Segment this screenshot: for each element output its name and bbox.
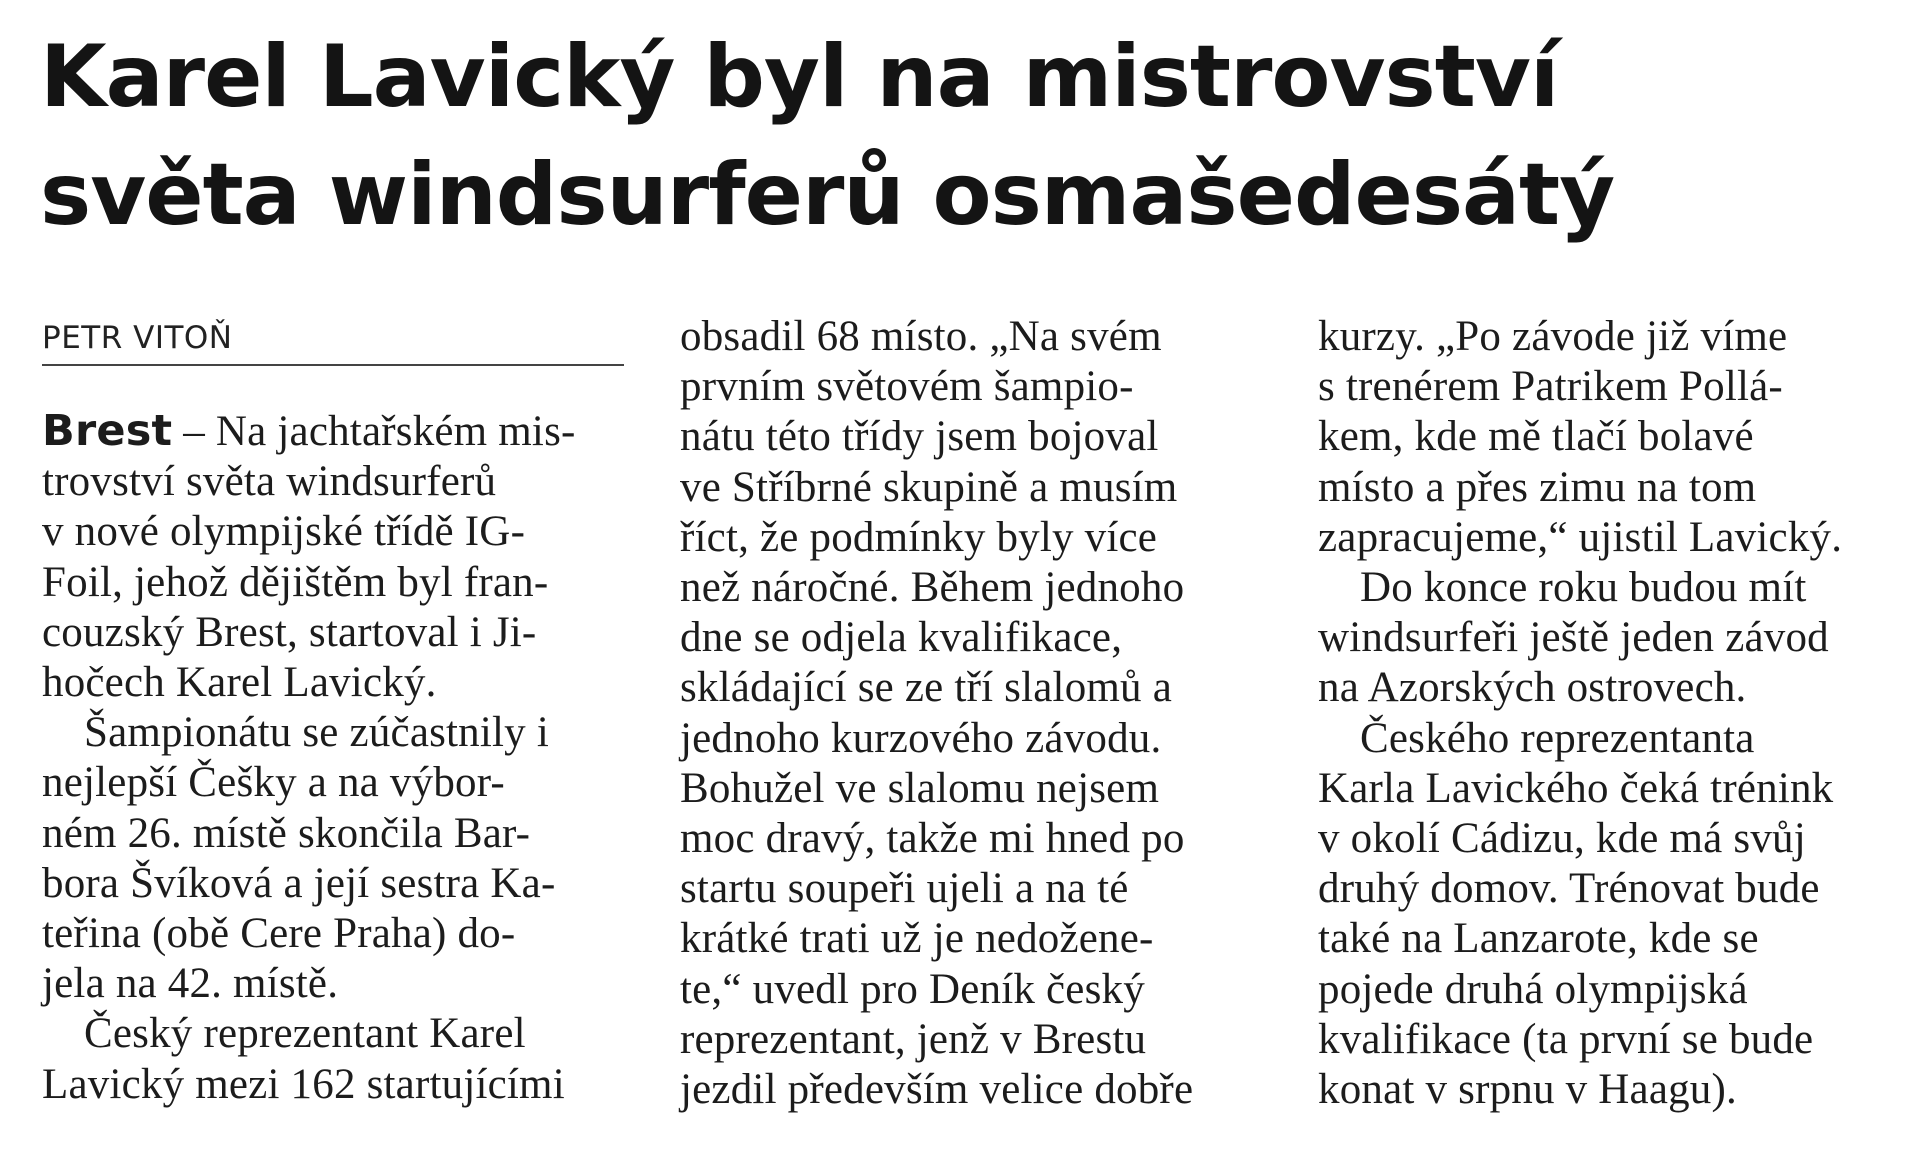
text-line: Českého reprezentanta [1360,714,1755,762]
text-line: Český reprezentant Karel [84,1010,526,1058]
text-line: Šampionátu se zúčastnily i [84,709,549,757]
text-fragment: – Na jachtařském mis- [172,408,576,455]
article-column-3 [1318,312,1918,1115]
text-line [42,406,642,457]
text-line: nátu této třídy jsem bojoval [680,413,1159,461]
byline: PETR VITOŇ [42,318,624,366]
text-line: teřina (obě Cere Praha) do- [42,910,516,958]
text-line: než náročné. Během jednoho [680,564,1185,612]
article-headline [40,18,1900,254]
text-line: říct, že podmínky byly více [680,513,1158,561]
text-line: ném 26. místě skončila Bar- [42,809,531,857]
text-line: zapracujeme,“ ujistil Lavický. [1318,513,1843,561]
article-column-1 [42,312,642,1110]
text-line: druhý domov. Trénovat bude [1318,865,1820,913]
article-column-2 [680,312,1280,1115]
text-line: prvním světovém šampio- [680,363,1134,411]
text-line: reprezentant, jenž v Brestu [680,1015,1147,1063]
text-line: Karla Lavického čeká trénink [1318,764,1834,812]
text-line: také na Lanzarote, kde se [1318,915,1759,963]
text-line: couzský Brest, startoval i Ji- [42,608,537,656]
headline-line: Karel Lavický byl na mistrovství [40,27,1559,127]
headline-line: světa windsurferů osmašedesátý [40,145,1615,245]
text-line: dne se odjela kvalifikace, [680,614,1123,662]
text-line: v nové olympijské třídě IG- [42,508,526,556]
text-line: bora Švíková a její sestra Ka- [42,859,556,907]
text-line: startu soupeři ujeli a na té [680,865,1129,913]
text-line: hočech Karel Lavický. [42,659,437,707]
text-line: kurzy. „Po závode již víme [1318,313,1788,360]
text-line: konat v srpnu v Haagu). [1318,1066,1737,1114]
text-line: jednoho kurzového závodu. [680,714,1162,762]
text-line: Do konce roku budou mít [1360,564,1807,612]
text-line: na Azorských ostrovech. [1318,664,1747,712]
text-line: krátké trati už je nedožene- [680,915,1154,963]
text-line: ve Stříbrné skupině a musím [680,463,1178,511]
text-line: trovství světa windsurferů [42,458,497,506]
text-line: jezdil především velice dobře [680,1066,1194,1114]
text-line: moc dravý, takže mi hned po [680,815,1185,863]
text-line: kvalifikace (ta první se bude [1318,1015,1814,1063]
text-line: jela na 42. místě. [42,960,339,1008]
text-line: Lavický mezi 162 startujícími [42,1060,565,1108]
text-line: kem, kde mě tlačí bolavé [1318,413,1754,461]
text-line: místo a přes zimu na tom [1318,463,1757,511]
dateline: Brest [42,406,173,456]
text-line: obsadil 68 místo. „Na svém [680,313,1162,360]
text-line: pojede druhá olympijská [1318,965,1748,1013]
text-line: Bohužel ve slalomu nejsem [680,764,1160,812]
text-line: windsurfeři ještě jeden závod [1318,614,1829,662]
text-line: skládající se ze tří slalomů a [680,664,1172,712]
text-line: nejlepší Češky a na výbor- [42,759,505,807]
text-line: te,“ uvedl pro Deník český [680,965,1145,1013]
text-line: Foil, jehož dějištěm byl fran- [42,558,549,606]
text-line: v okolí Cádizu, kde má svůj [1318,815,1806,863]
text-line: s trenérem Patrikem Pollá- [1318,363,1783,411]
